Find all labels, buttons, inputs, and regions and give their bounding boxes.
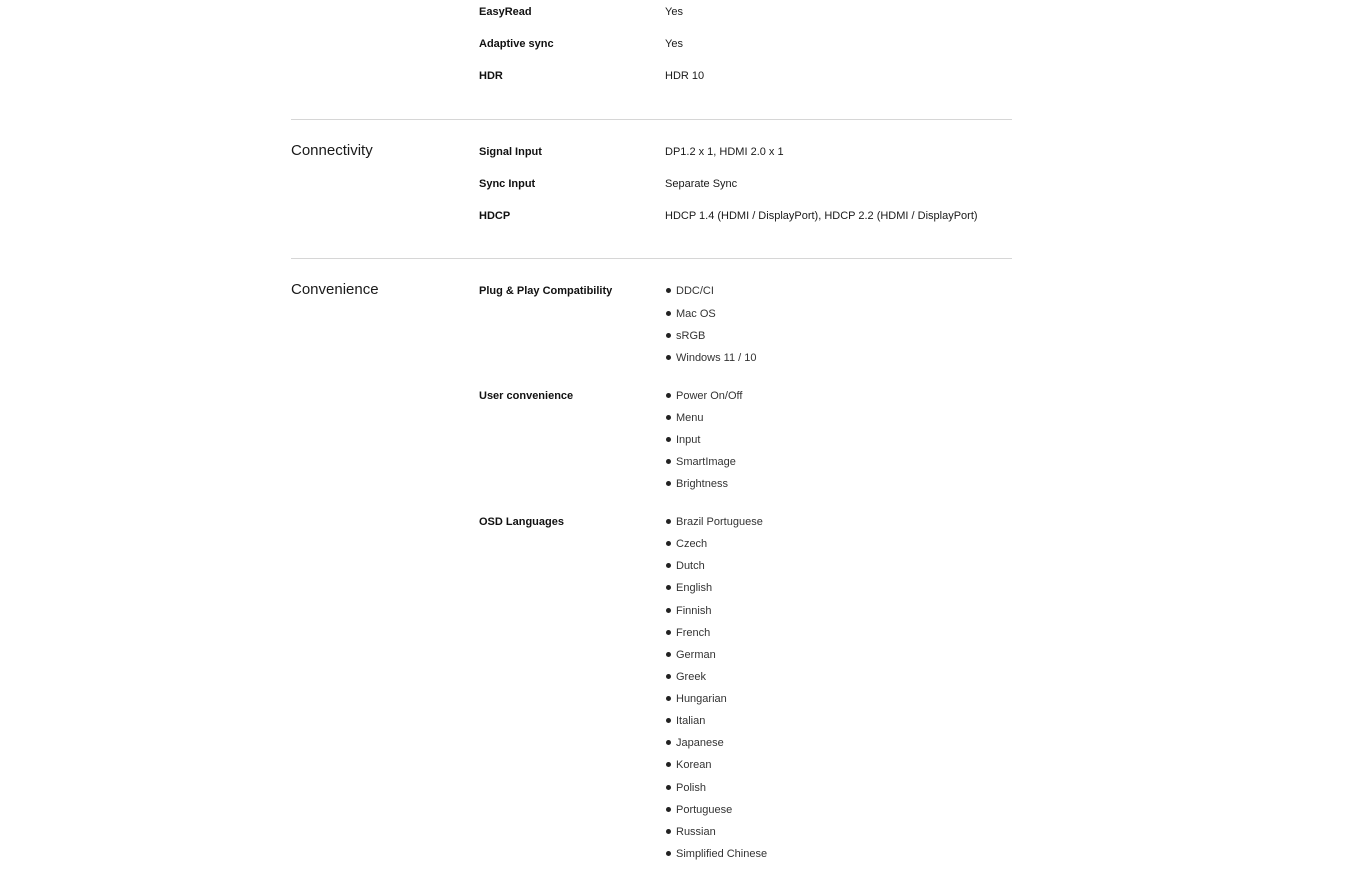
section-title-connectivity: Connectivity (291, 142, 373, 159)
bullet-icon (666, 519, 671, 524)
list-item: Mac OS (666, 307, 716, 321)
bullet-icon (666, 851, 671, 856)
section-divider (291, 258, 1012, 259)
list-item: Brazil Portuguese (666, 515, 763, 529)
spec-label-easyread: EasyRead (479, 6, 532, 18)
list-item: Menu (666, 411, 704, 425)
list-item: Brightness (666, 477, 728, 491)
list-item: sRGB (666, 329, 705, 343)
list-item: German (666, 648, 716, 662)
bullet-icon (666, 829, 671, 834)
list-item: Power On/Off (666, 389, 742, 403)
spec-label-hdr: HDR (479, 70, 503, 82)
spec-value-easyread: Yes (665, 6, 683, 18)
bullet-icon (666, 674, 671, 679)
spec-label-sync-input: Sync Input (479, 178, 536, 190)
list-item: French (666, 626, 710, 640)
list-item: Korean (666, 758, 711, 772)
bullet-icon (666, 630, 671, 635)
bullet-icon (666, 696, 671, 701)
section-title-convenience: Convenience (291, 281, 379, 298)
list-item: Dutch (666, 559, 705, 573)
bullet-icon (666, 459, 671, 464)
list-item: SmartImage (666, 455, 736, 469)
list-item: Simplified Chinese (666, 847, 767, 861)
bullet-icon (666, 333, 671, 338)
list-item: Portuguese (666, 803, 732, 817)
spec-value-signal-input: DP1.2 x 1, HDMI 2.0 x 1 (665, 146, 784, 158)
list-item: Input (666, 433, 700, 447)
list-item: Windows 11 / 10 (666, 351, 757, 365)
bullet-icon (666, 311, 671, 316)
list-item: Czech (666, 537, 707, 551)
bullet-icon (666, 652, 671, 657)
list-item: DDC/CI (666, 284, 714, 298)
bullet-icon (666, 541, 671, 546)
bullet-icon (666, 563, 671, 568)
bullet-icon (666, 585, 671, 590)
section-divider (291, 119, 1012, 120)
list-item: Finnish (666, 604, 711, 618)
spec-value-hdr: HDR 10 (665, 70, 705, 82)
spec-label-signal-input: Signal Input (479, 146, 542, 158)
list-item: Hungarian (666, 692, 727, 706)
list-item: Italian (666, 714, 705, 728)
bullet-icon (666, 355, 671, 360)
list-item: Greek (666, 670, 706, 684)
list-item: Japanese (666, 736, 724, 750)
bullet-icon (666, 608, 671, 613)
spec-value-sync-input: Separate Sync (665, 178, 738, 190)
bullet-icon (666, 437, 671, 442)
bullet-icon (666, 762, 671, 767)
spec-value-adaptive-sync: Yes (665, 38, 683, 50)
spec-label-plug-and-play: Plug & Play Compatibility (479, 285, 613, 297)
spec-label-user-convenience: User convenience (479, 390, 574, 402)
list-item: English (666, 581, 712, 595)
bullet-icon (666, 393, 671, 398)
bullet-icon (666, 718, 671, 723)
spec-label-adaptive-sync: Adaptive sync (479, 38, 554, 50)
bullet-icon (666, 740, 671, 745)
bullet-icon (666, 807, 671, 812)
list-item: Russian (666, 825, 716, 839)
spec-label-osd-languages: OSD Languages (479, 516, 564, 528)
bullet-icon (666, 785, 671, 790)
list-item: Polish (666, 781, 706, 795)
bullet-icon (666, 415, 671, 420)
spec-label-hdcp: HDCP (479, 210, 511, 222)
bullet-icon (666, 481, 671, 486)
bullet-icon (666, 288, 671, 293)
spec-value-hdcp: HDCP 1.4 (HDMI / DisplayPort), HDCP 2.2 (HDMI / DisplayPort) (665, 210, 978, 222)
